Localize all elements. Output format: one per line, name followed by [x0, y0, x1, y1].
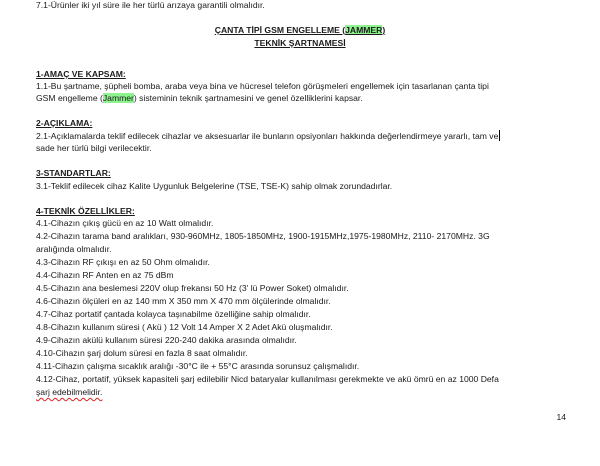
title-text-pre: ÇANTA TİPİ GSM ENGELLEME ( — [214, 25, 346, 35]
title-text-post: ) — [382, 25, 386, 35]
spec-item-4-12-line1: 4.12-Cihaz, portatif, yüksek kapasiteli şarj edilebilir Nicd bataryalar kullanılması gerekmekte ve akü ömrü en az 1000 Defa — [36, 374, 499, 384]
section-heading-amac: 1-AMAÇ VE KAPSAM: — [36, 69, 126, 79]
jammer-highlight: Jammer — [102, 93, 134, 103]
paragraph-1-1-line1: 1.1-Bu şartname, şüpheli bomba, araba veya bina ve hücresel telefon görüşmeleri engellemek için tasarlanan çanta tipi — [36, 81, 489, 91]
spec-item-4-9: 4.9-Cihazın akülü kullanım süresi 220-240 dakika arasında olmalıdır. — [36, 335, 297, 345]
para-text-post: ) sisteminin teknik şartnamesini ve genel özelliklerini kapsar. — [133, 93, 363, 103]
paragraph-2-1-line2: sade her türlü bilgi verilecektir. — [36, 143, 152, 153]
para-text-pre: GSM engelleme ( — [36, 93, 103, 103]
document-subtitle: TEKNİK ŞARTNAMESİ — [254, 38, 346, 48]
section-heading-aciklama: 2-AÇIKLAMA: — [36, 118, 93, 128]
spec-item-4-2-line2: aralığında olmalıdır. — [36, 244, 112, 254]
document-title — [0, 24, 600, 36]
paragraph-2-1-line1 — [36, 130, 500, 142]
spec-item-4-7: 4.7-Cihaz portatif çantada kolayca taşınabilme özelliğine sahip olmalıdır. — [36, 309, 311, 319]
page-number: 14 — [556, 412, 566, 422]
previous-item-line: 7.1-Ürünler iki yıl süre ile her türlü arızaya garantili olmalıdır. — [36, 0, 265, 10]
spec-item-4-6: 4.6-Cihazın ölçüleri en az 140 mm X 350 mm X 470 mm ölçülerinde olmalıdır. — [36, 296, 331, 306]
spec-item-4-5: 4.5-Cihazın ana beslemesi 220V olup frekansı 50 Hz (3' lü Power Soket) olmalıdır. — [36, 283, 349, 293]
section-heading-standartlar: 3-STANDARTLAR: — [36, 168, 111, 178]
spec-item-4-11: 4.11-Cihazın çalışma sıcaklık aralığı -30°C ile + 55°C arasında sorunsuz çalışmalıdır. — [36, 361, 360, 371]
spec-item-4-2-line1: 4.2-Cihazın tarama band aralıkları, 930-960MHz, 1805-1850MHz, 1900-1915MHz,1975-1980MHz, 2110- 2170MHz. 3G — [36, 231, 490, 241]
text-cursor — [499, 130, 500, 141]
para-2-1-text: 2.1-Açıklamalarda teklif edilecek cihazlar ve aksesuarlar ile bunların opsiyonları hakkında değerlendirmeye yararlı, tam ve — [36, 131, 499, 141]
spec-item-4-8: 4.8-Cihazın kullanım süresi ( Akü ) 12 Volt 14 Amper X 2 Adet Akü oluşmalıdır. — [36, 322, 333, 332]
spec-item-4-12-line2: şarj edebilmelidir. — [36, 387, 103, 397]
spec-item-4-4: 4.4-Cihazın RF Anten en az 75 dBm — [36, 270, 174, 280]
spec-item-4-1: 4.1-Cihazın çıkış gücü en az 10 Watt olmalıdır. — [36, 218, 214, 228]
paragraph-3-1: 3.1-Teklif edilecek cihaz Kalite Uygunluk Belgelerine (TSE, TSE-K) sahip olmak zorundadırlar. — [36, 181, 393, 191]
paragraph-1-1-line2 — [36, 92, 363, 104]
section-heading-teknik: 4-TEKNİK ÖZELLİKLER: — [36, 206, 135, 216]
spec-item-4-10: 4.10-Cihazın şarj dolum süresi en fazla 8 saat olmalıdır. — [36, 348, 248, 358]
spec-item-4-3: 4.3-Cihazın RF çıkışı en az 50 Ohm olmalıdır. — [36, 257, 210, 267]
title-highlight: JAMMER — [345, 25, 383, 35]
